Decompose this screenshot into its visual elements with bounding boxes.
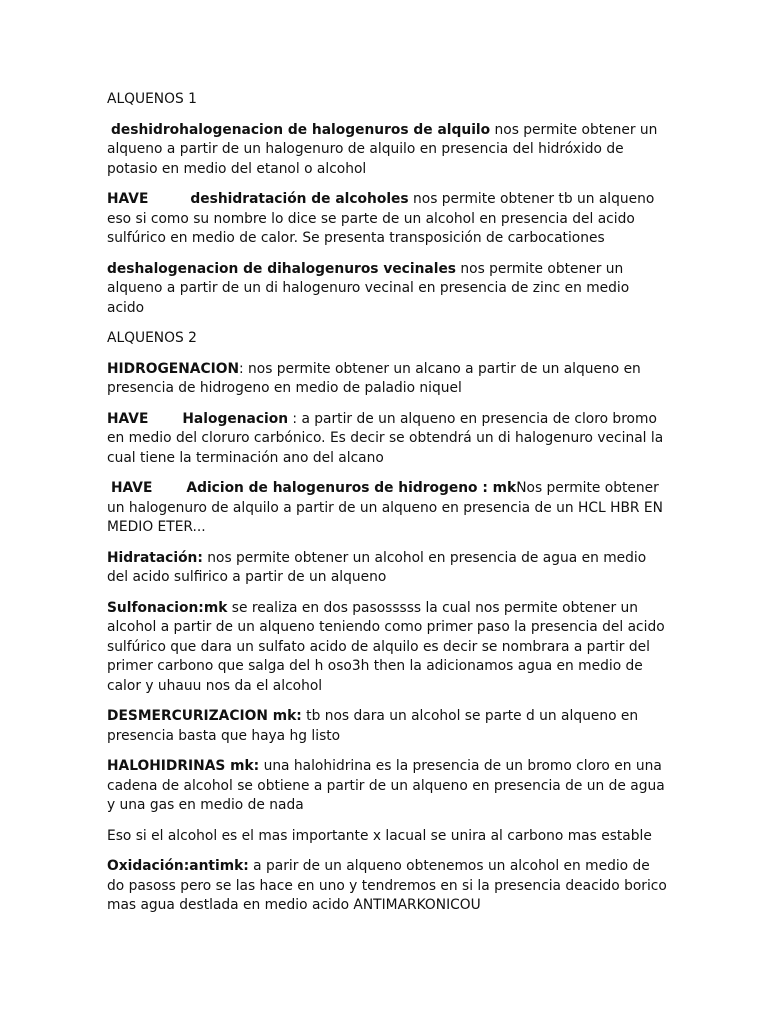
description-hidrogenacion: : nos permite obtener un alcano a partir de un alqueno en presencia de hidrogeno en medio de paladio niquel	[107, 360, 641, 396]
paragraph-deshidrohalogenacion	[107, 121, 667, 180]
term-sulfonacion: Sulfonacion:mk	[107, 599, 228, 616]
document-page	[107, 90, 667, 927]
description-oxidacion: a parir de un alqueno obtenemos un alcohol en medio de do pasoss pero se las hace en uno y tendremos en si la presencia deacido borico mas agua destlada en medio acido ANTIMARKONICOU	[107, 858, 667, 913]
paragraph-sulfonacion	[107, 599, 667, 697]
paragraph-halogenacion	[107, 410, 667, 469]
description-desmercurizacion: tb nos dara un alcohol se parte d un alqueno en presencia basta que haya hg listo	[107, 708, 639, 744]
term-oxidacion: Oxidación:antimk:	[107, 858, 249, 874]
paragraph-deshidratacion	[107, 190, 667, 249]
term-adicion-halogenuros: Adicion de halogenuros de hidrogeno : mk	[186, 480, 517, 496]
description-adicion-halogenuros: Nos permite obtener un halogenuro de alquilo a partir de un alqueno en presencia de un HCL HBR EN MEDIO ETER...	[107, 480, 663, 535]
paragraph-adicion-halogenuros	[107, 479, 667, 538]
paragraph-hidratacion	[107, 549, 667, 588]
paragraph-oxidacion	[107, 857, 667, 916]
term-halohidrinas: HALOHIDRINAS mk:	[107, 758, 260, 774]
term-deshalogenacion: deshalogenacion de dihalogenuros vecinales	[107, 260, 457, 277]
description-deshalogenacion: nos permite obtener un alqueno a partir de un di halogenuro vecinal en presencia de zinc en medio acido	[107, 260, 630, 316]
section-heading-alquenos-2: ALQUENOS 2	[107, 330, 197, 346]
term-hidrogenacion: HIDROGENACION	[107, 360, 239, 377]
description-halogenacion: : a partir de un alqueno en presencia de cloro bromo en medio del cloruro carbónico. Es decir se obtendrá un di halogenuro vecinal la cual tiene la terminación ano del alcano	[107, 410, 664, 466]
have-label: HAVE	[107, 191, 149, 207]
have-label: HAVE	[107, 410, 149, 427]
paragraph-deshalogenacion	[107, 260, 667, 319]
term-hidratacion: Hidratación:	[107, 549, 203, 566]
description-halohidrinas: una halohidrina es la presencia de un bromo cloro en una cadena de alcohol se obtiene a partir de un alqueno en presencia de un de agua y una gas en medio de nada	[107, 758, 665, 813]
description-alcohol-note: Eso si el alcohol es el mas importante x lacual se unira al carbono mas estable	[107, 827, 652, 844]
term-deshidratacion: deshidratación de alcoholes	[190, 191, 409, 207]
paragraph-hidrogenacion	[107, 360, 667, 399]
paragraph-desmercurizacion	[107, 707, 667, 746]
paragraph-alcohol-note	[107, 827, 667, 847]
term-halogenacion: Halogenacion	[182, 410, 289, 427]
description-deshidratacion: nos permite obtener tb un alqueno eso si como su nombre lo dice se parte de un alcohol en presencia del acido sulfúrico en medio de calor. Se presenta transposición de carbocationes	[107, 191, 655, 246]
description-sulfonacion: se realiza en dos pasosssss la cual nos permite obtener un alcohol a partir de un alqueno teniendo como primer paso la presencia del acido sulfúrico que dara un sulfato acido de alquilo es decir se nombrara a partir del primer carbono que salga del h oso3h then la adicionamos agua en medio de calor y uhauu nos da el alcohol	[107, 599, 665, 694]
description-deshidrohalogenacion: nos permite obtener un alqueno a partir de un halogenuro de alquilo en presencia del hidróxido de potasio en medio del etanol o alcohol	[107, 121, 658, 177]
description-hidratacion: nos permite obtener un alcohol en presencia de agua en medio del acido sulfirico a partir de un alqueno	[107, 549, 647, 585]
section-heading-alquenos-1: ALQUENOS 1	[107, 91, 197, 107]
have-label: HAVE	[111, 480, 153, 496]
term-deshidrohalogenacion: deshidrohalogenacion de halogenuros de alquilo	[111, 121, 491, 138]
term-desmercurizacion: DESMERCURIZACION mk:	[107, 708, 302, 724]
paragraph-halohidrinas	[107, 757, 667, 816]
